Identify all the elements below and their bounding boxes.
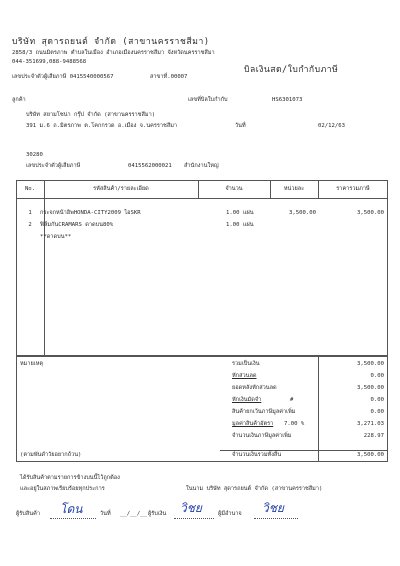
row-description: ฟิล์มกันCRAMARS ดาดบน80% bbox=[40, 222, 114, 228]
amount-in-words: (ตามพันดำวัยอยากถ้วน) bbox=[20, 452, 82, 458]
receiver-label: ผู้รับสินค้า bbox=[16, 511, 40, 517]
total-value: 3,500.00 bbox=[357, 385, 384, 391]
branch-number: 00007 bbox=[170, 74, 188, 80]
authorized-signature-line bbox=[254, 518, 298, 519]
total-label: จำนวนเงินรวมทั้งสิ้น bbox=[232, 452, 282, 458]
row-description: กระจกหน้าฮิพHONDA-CITY2009 ไอSKR bbox=[40, 210, 141, 216]
total-label: สินค้ายกเว้นภาษีมูลค่าเพิ่ม bbox=[232, 409, 296, 415]
total-value: 228.97 bbox=[363, 433, 384, 439]
authorized-signature: วิชย bbox=[262, 501, 284, 515]
total-value: 3,500.00 bbox=[357, 361, 384, 367]
customer-tax-id-label: เลขประจำตัวผู้เสียภาษี bbox=[26, 163, 81, 169]
header-amount: ราคารวมภาษี bbox=[336, 186, 370, 192]
invoice-date: 02/12/63 bbox=[318, 123, 345, 129]
total-value: 0.00 bbox=[370, 409, 384, 415]
document-type: บิลเงินสด/ใบกำกับภาษี bbox=[244, 65, 339, 75]
receive-date-value: __/__/__ bbox=[120, 511, 147, 517]
receiver-signature-line bbox=[50, 518, 96, 519]
header-unit-price: หน่วยละ bbox=[283, 186, 305, 192]
row-unit-price: 3,500.00 bbox=[289, 210, 316, 216]
customer-tax-id: 0415562000021 bbox=[128, 163, 172, 169]
grand-total-divider bbox=[220, 450, 388, 451]
total-label: ยอดหลังหักส่วนลด bbox=[232, 385, 277, 391]
receive-date-label: วันที่ bbox=[100, 511, 111, 517]
header-no: No. bbox=[24, 186, 36, 192]
company-address: 2858/3 ถนนมิตรภาพ ตำบลในเมือง อำเภอเมืองนครราชสีมา จังหวัดนครราชสีมา bbox=[12, 50, 215, 56]
customer-label: ลูกค้า bbox=[12, 97, 26, 103]
customer-branch: สำนักงานใหญ่ bbox=[184, 163, 219, 169]
authorized-label: ผู้มีอำนาจ bbox=[218, 511, 242, 517]
customer-name: บริษัท สยามโซน่า กรุ๊ป จำกัด (สาขานครราชสีมา) bbox=[26, 112, 156, 118]
company-tax-id-label: เลขประจำตัวผู้เสียภาษี bbox=[12, 74, 67, 80]
receiver-signature: โดน bbox=[60, 502, 83, 516]
row-quantity: 1.00 แผ่น bbox=[226, 210, 254, 216]
deposit-hash: # bbox=[290, 397, 294, 403]
row-quantity: 1.00 แผ่น bbox=[226, 222, 254, 228]
collector-signature-line bbox=[174, 518, 214, 519]
date-label: วันที่ bbox=[235, 123, 246, 129]
header-description: รหัสสินค้า/รายละเอียด bbox=[93, 186, 149, 192]
total-label: หักส่วนลด bbox=[232, 373, 257, 379]
invoice-number-label: เลขที่บิลใบกำกับ bbox=[188, 97, 228, 103]
received-statement-1: ได้รับสินค้าตามรายการข้างบนนี้ไว้ถูกต้อง bbox=[20, 475, 120, 481]
branch-label: สาขาที่. bbox=[150, 74, 171, 80]
total-value: 0.00 bbox=[370, 397, 384, 403]
remark-label: หมายเหตุ bbox=[20, 361, 44, 367]
company-branch-row bbox=[150, 75, 187, 81]
row-no: 2 bbox=[28, 222, 32, 228]
collector-label: ผู้รับเงิน bbox=[148, 511, 167, 517]
customer-tax-id-row bbox=[26, 164, 80, 170]
total-label: จำนวนเงินภาษีมูลค่าเพิ่ม bbox=[232, 433, 292, 439]
row-amount: 3,500.00 bbox=[357, 210, 384, 216]
invoice-number: HS6301073 bbox=[272, 97, 303, 103]
company-name: บริษัท สุดารถยนต์ จำกัด (สาขานครราชสีมา) bbox=[12, 37, 210, 47]
collector-signature: วิชย bbox=[180, 501, 202, 515]
total-label: รวมเป็นเงิน bbox=[232, 361, 260, 367]
on-behalf-of: ในนาม บริษัท สุดารถยนต์ จำกัด (สาขานครราชสีมา) bbox=[186, 486, 323, 492]
customer-postcode: 30280 bbox=[26, 152, 43, 158]
customer-address: 391 ม.6 ถ.มิตรภาพ ต.โคกกรวด อ.เมือง จ.นครราชสีมา bbox=[26, 123, 178, 129]
company-tax-id: 0415540000567 bbox=[69, 74, 114, 80]
company-tax-id-row bbox=[12, 75, 113, 81]
totals-column-divider bbox=[318, 356, 319, 462]
column-divider bbox=[44, 180, 45, 356]
vat-rate: 7.00 % bbox=[284, 421, 305, 427]
totals-table bbox=[16, 356, 388, 462]
table-header-divider bbox=[16, 198, 388, 199]
company-phone: 044-351699,088-9488568 bbox=[12, 59, 87, 65]
total-value: 0.00 bbox=[370, 373, 384, 379]
total-value: 3,271.03 bbox=[357, 421, 384, 427]
row-no: 1 bbox=[28, 210, 32, 216]
received-statement-2: และอยู่ในสภาพเรียบร้อยทุกประการ bbox=[20, 486, 105, 492]
total-label: มูลค่าสินค้าอัตรา bbox=[232, 421, 274, 427]
header-quantity: จำนวน bbox=[225, 186, 243, 192]
total-label: หักเงินมัดจำ bbox=[232, 397, 262, 403]
items-table bbox=[16, 180, 388, 356]
total-value: 3,500.00 bbox=[357, 452, 384, 458]
row-note: **ดาดบน** bbox=[40, 234, 72, 240]
